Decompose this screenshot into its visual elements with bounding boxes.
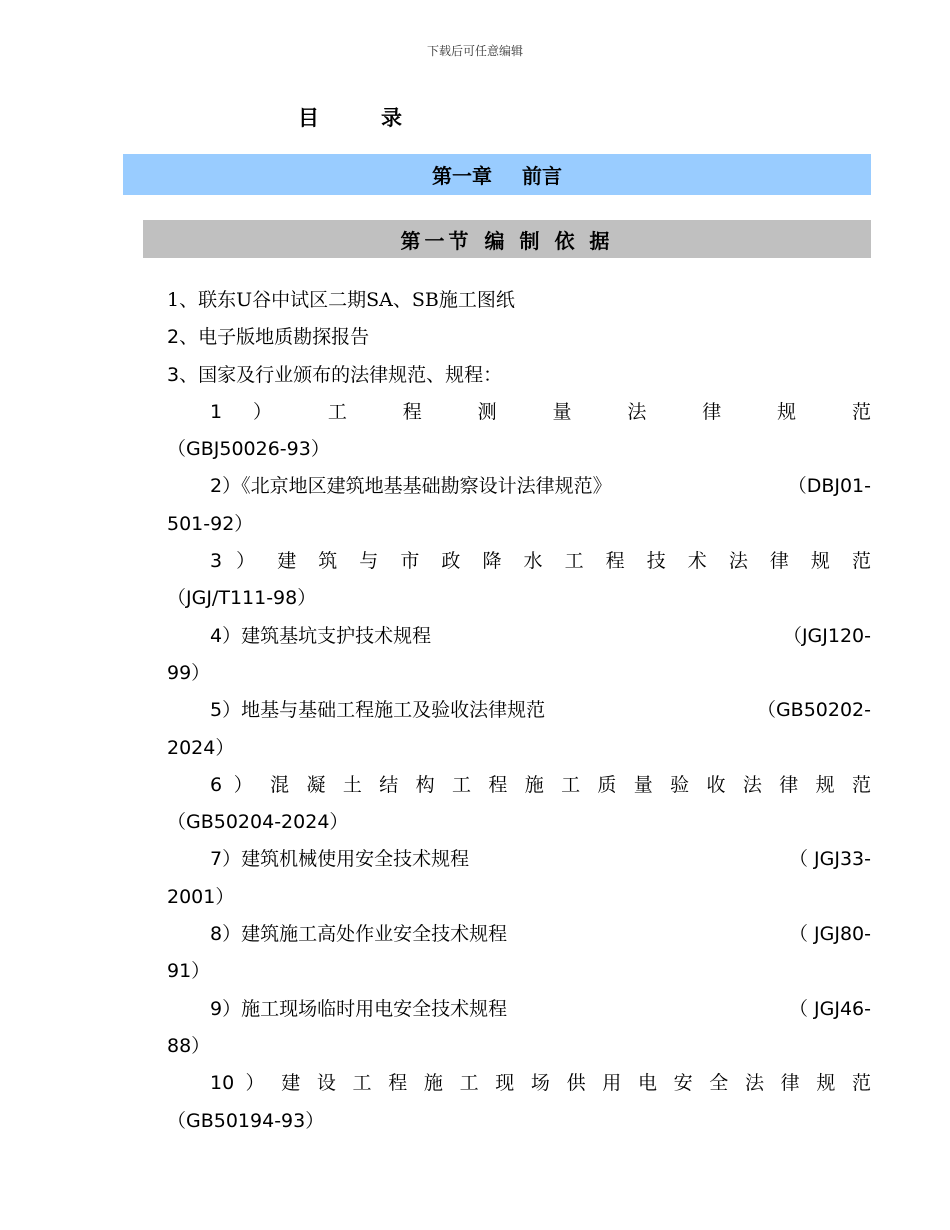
reference-row <box>167 916 871 953</box>
reference-code-tail: 91） <box>167 960 211 983</box>
reference-code-tail: 501-92） <box>167 512 254 535</box>
list-item: 2、电子版地质勘探报告 <box>167 326 370 349</box>
document-body <box>167 282 871 1140</box>
reference-title: 5）地基与基础工程施工及验收法律规范 <box>210 699 546 722</box>
reference-title: 9）施工现场临时用电安全技术规程 <box>210 997 508 1020</box>
toc-title-right: 录 <box>381 106 402 130</box>
reference-title: 10 ） 建 设 工 程 施 工 现 场 供 用 电 安 全 法 律 规 范 <box>210 1072 871 1095</box>
reference-title: 2）《北京地区建筑地基基础勘察设计法律规范》 <box>210 475 612 498</box>
chapter-name: 前言 <box>522 164 562 188</box>
reference-code-head: （ JGJ33- <box>788 848 871 871</box>
watermark-text: 下载后可任意编辑 <box>426 44 523 58</box>
section-number: 第一节 <box>400 228 473 253</box>
list-item: 3、国家及行业颁布的法律规范、规程： <box>167 363 503 386</box>
reference-title: 1 ） 工 程 测 量 法 律 规 范 <box>210 400 871 423</box>
toc-title <box>298 102 402 132</box>
reference-code-tail: 88） <box>167 1034 211 1057</box>
reference-code-tail: （GB50194-93） <box>167 1109 325 1132</box>
reference-list <box>167 394 871 1140</box>
reference-row <box>167 692 871 729</box>
reference-code-head: （DBJ01- <box>787 475 871 498</box>
reference-code-head: （JGJ120- <box>782 624 871 647</box>
reference-title: 8）建筑施工高处作业安全技术规程 <box>210 923 508 946</box>
reference-title: 7）建筑机械使用安全技术规程 <box>210 848 470 871</box>
reference-code-tail: （GBJ50026-93） <box>167 438 330 461</box>
reference-code-tail: （GB50204-2024） <box>167 811 349 834</box>
toc-title-left: 目 <box>298 106 319 130</box>
reference-code-head: （ JGJ80- <box>788 923 871 946</box>
reference-code-head: （ JGJ46- <box>788 997 871 1020</box>
section-heading <box>143 220 871 258</box>
reference-row <box>167 991 871 1028</box>
reference-code-head: （GB50202- <box>756 699 871 722</box>
reference-title: 3 ） 建 筑 与 市 政 降 水 工 程 技 术 法 律 规 范 <box>210 550 871 573</box>
reference-row <box>167 841 871 878</box>
chapter-number: 第一章 <box>432 164 492 188</box>
reference-row <box>167 468 871 505</box>
chapter-heading <box>123 154 871 195</box>
list-item: 1、联东U谷中试区二期SA、SB施工图纸 <box>167 289 515 311</box>
reference-code-tail: 2001） <box>167 885 235 908</box>
reference-title: 6 ） 混 凝 土 结 构 工 程 施 工 质 量 验 收 法 律 规 范 <box>210 773 871 796</box>
reference-code-tail: 99） <box>167 661 211 684</box>
reference-title: 4）建筑基坑支护技术规程 <box>210 624 432 647</box>
reference-code-tail: 2024） <box>167 736 235 759</box>
section-name: 编 制 依 据 <box>484 228 614 253</box>
reference-row <box>167 618 871 655</box>
reference-code-tail: （JGJ/T111-98） <box>167 587 317 610</box>
